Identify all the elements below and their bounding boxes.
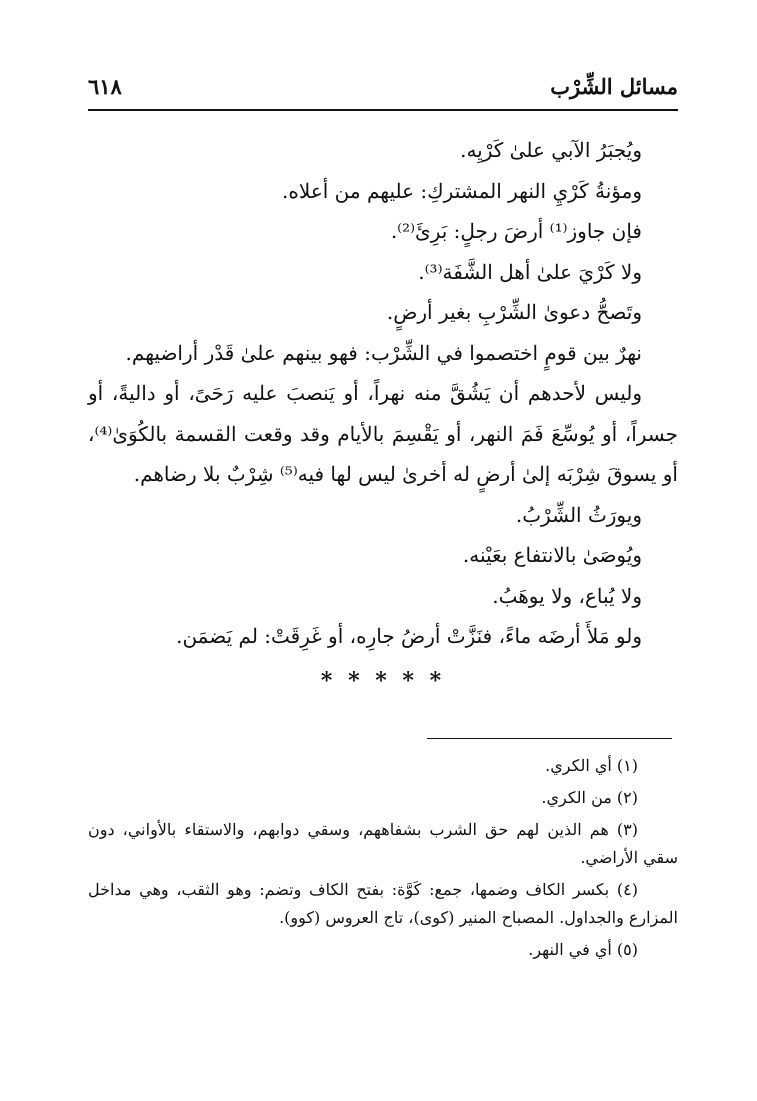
paragraph: ولا كَرْيَ علىٰ أهل الشَّفَة⁽³⁾. bbox=[418, 259, 642, 284]
section-separator: * * * * * bbox=[320, 668, 446, 694]
footnote: (١) أي الكري. bbox=[545, 756, 638, 775]
paragraph: ويُوصَىٰ بالانتفاع بعَيْنه. bbox=[462, 543, 642, 567]
footnote-rule bbox=[427, 738, 672, 739]
paragraph: وتَصحُّ دعوىٰ الشِّرْبِ بغير أرضٍ. bbox=[386, 300, 642, 324]
footnotes bbox=[88, 752, 678, 968]
footnote: (٣) هم الذين لهم حق الشرب بشفاههم، وسقي دوابهم، والاستقاء بالأواني، دون سقي الأراضي. bbox=[88, 820, 678, 867]
footnote: (٤) بكسر الكاف وضمها، جمع: كَوَّة: بفتح الكاف وتضم: وهو الثقب، وهي مداخل المزارع والجداول. المصباح المنير (كوى)، تاج العروس (كوو). bbox=[88, 880, 678, 927]
header-rule bbox=[88, 109, 678, 111]
page-number: ٦١٨ bbox=[88, 74, 122, 99]
paragraph: فإن جاوز⁽¹⁾ أرضَ رجلٍ: بَرِئَ⁽²⁾. bbox=[390, 219, 642, 243]
footnote: (٢) من الكري. bbox=[541, 788, 638, 807]
paragraph: ويورَثُ الشِّرْبُ. bbox=[515, 502, 642, 527]
page-header bbox=[88, 74, 678, 108]
paragraph: نهرٌ بين قومٍ اختصموا في الشِّرْب: فهو بينهم علىٰ قَدْر أراضيهم. bbox=[125, 340, 642, 365]
paragraph: ولا يُباع، ولا يوهَبُ. bbox=[492, 583, 642, 608]
paragraph: ويُجبَرُ الآبي علىٰ كَرْيِه. bbox=[460, 138, 642, 162]
paragraph: وليس لأحدهم أن يَشُقَّ منه نهراً، أو يَنصبَ عليه رَحَىً، أو داليةً، أو جسراً، أو يُوسِّعَ فَمَ النهر، أو يَقْسِمَ بالأيام وقد وقعت القسمة بالكُوَىٰ⁽⁴⁾، أو يسوقَ شِرْبَه إلىٰ أرضٍ له أخرىٰ ليس لها فيه⁽⁵⁾ شِرْبٌ بلا رضاهم. bbox=[88, 381, 678, 486]
main-text bbox=[88, 130, 678, 657]
footnote: (٥) أي في النهر. bbox=[528, 940, 638, 959]
paragraph: ولو مَلأَ أرضَه ماءً، فنَزَّتْ أرضُ جارِه، أو غَرِقَتْ: لم يَضمَن. bbox=[176, 624, 642, 648]
paragraph: ومؤنةُ كَرْيِ النهر المشتركِ: عليهم من أعلاه. bbox=[282, 178, 642, 203]
chapter-title: مسائل الشِّرْب bbox=[550, 74, 678, 99]
